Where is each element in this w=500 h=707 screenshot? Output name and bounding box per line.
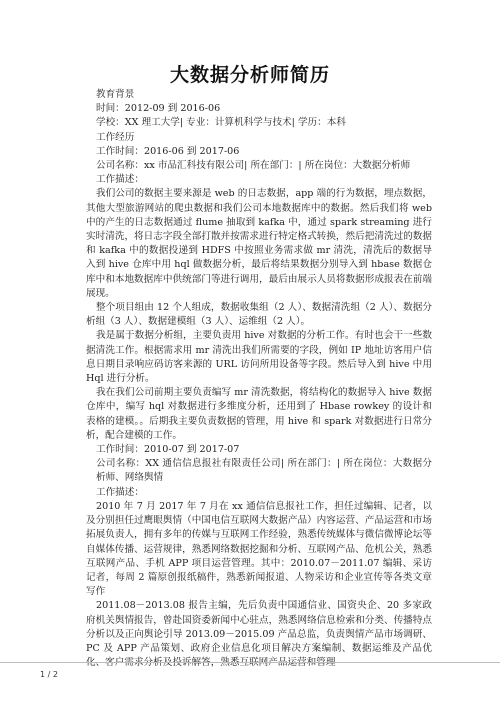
resume-paragraph: 教育背景 — [96, 89, 135, 100]
resume-paragraph: 工作描述： — [96, 486, 144, 498]
resume-paragraph: 我在我们公司前期主要负责编写 mr 清洗数据，将结构化的数据导入 hive 数据仓库中，编写 hql 对数据进行多维度分析，还用到了 Hbase rowkey 的设计和表格的建模。。后期我主要负责数据的管理，用 hive 和 spark 对数据进行日常分析，配合建模的工作。 — [86, 387, 432, 441]
resume-paragraph: 我们公司的数据主要来源是 web 的日志数据，app 端的行为数据，埋点数据，其他大型旅游网站的爬虫数据和我们公司本地数据库中的数据。然后我们将 web 中的产生的日志数据通过 flume 抽取到 kafka 中，通过 spark streaming 进行实时清洗，将日志字段全部打散并按需求进行特定格式转换，然后把清洗过的数据和 kafka 中的数据投递到 HDFS 中按照业务需求做 mr 清洗，清洗后的数据导入到 hive 仓库中用 hql 做数据分析，最后将结果数据分别导入到 hbase 数据仓库中和本地数据库中供统部门等进行调用，最后由展示人员将数据形成报表在前端展现。 — [86, 188, 432, 299]
resume-paragraph: 时间：2012-09 到 2016-06 — [96, 103, 221, 115]
resume-paragraph: 公司名称：xx 市品汇科技有限公司| 所在部门：| 所在岗位：大数据分析师 — [96, 160, 411, 172]
footer-divider — [0, 662, 500, 663]
resume-paragraph: 2010 年 7 月 2017 年 7 月在 xx 通信信息报社工作，担任过编辑、记者，以及分别担任过鹰眼舆情（中国电信互联网大数据产品）内容运营、产品运营和市场拓展负责人，拥有多年的传媒与互联网工作经验，熟悉传统媒体与微信微博论坛等自媒体传播、运营规律，熟悉网络数据挖掘和分析、互联网产品、危机公关，熟悉互联网产品、手机 APP 项目运营管理。其中：2010.07－2011.07 编辑、采访记者，每周 2 篇原创报纸稿件，熟悉新闻报道、人物采访和企业宣传等各类文章写作 — [86, 500, 432, 598]
page-number: 1 / 2 — [40, 670, 58, 679]
page-title: 大数据分析师简历 — [169, 64, 330, 86]
resume-body — [86, 88, 432, 670]
resume-paragraph: 工作描述： — [96, 174, 144, 186]
resume-paragraph: 2011.08－2013.08 报告主编，先后负责中国通信业、国资央企、20 多家政府机关舆情报告，曾赴国资委新闻中心驻点，熟悉网络信息检索和分类、传播特点分析以及正向舆论引导 2013.09－2015.09 产品总监，负责舆情产品市场调研、PC 及 APP 产品策划、政府企业信息化项目解决方案编制、数据运维及产品优 — [86, 600, 432, 654]
resume-paragraph: 工作时间：2010-07 到 2017-07 — [96, 444, 240, 456]
resume-paragraph: 学校：XX 理工大学| 专业：计算机科学与技术| 学历：本科 — [96, 117, 346, 129]
resume-paragraph: 公司名称：XX 通信信息报社有限责任公司| 所在部门：| 所在岗位：大数据分析师、网络舆情 — [96, 458, 432, 484]
resume-paragraph: 工作经历 — [96, 131, 135, 143]
resume-paragraph: 工作时间：2016-06 到 2017-06 — [96, 145, 240, 157]
resume-paragraph: 整个项目组由 12 个人组成，数据收集组（2 人）、数据清洗组（2 人）、数据分析组（3 人）、数据建模组（3 人）、运维组（2 人）。 — [86, 302, 432, 328]
resume-paragraph: 我是属于数据分析组，主要负责用 hive 对数据的分析工作。有时也会干一些数据清洗工作。根据需求用 mr 清洗出我们所需要的字段，例如 IP 地址访客用户信息日期目录响应码访客来源的 URL 访问所用设备等字段。然后导入到 hive 中用 Hql 进行分析。 — [86, 330, 432, 385]
